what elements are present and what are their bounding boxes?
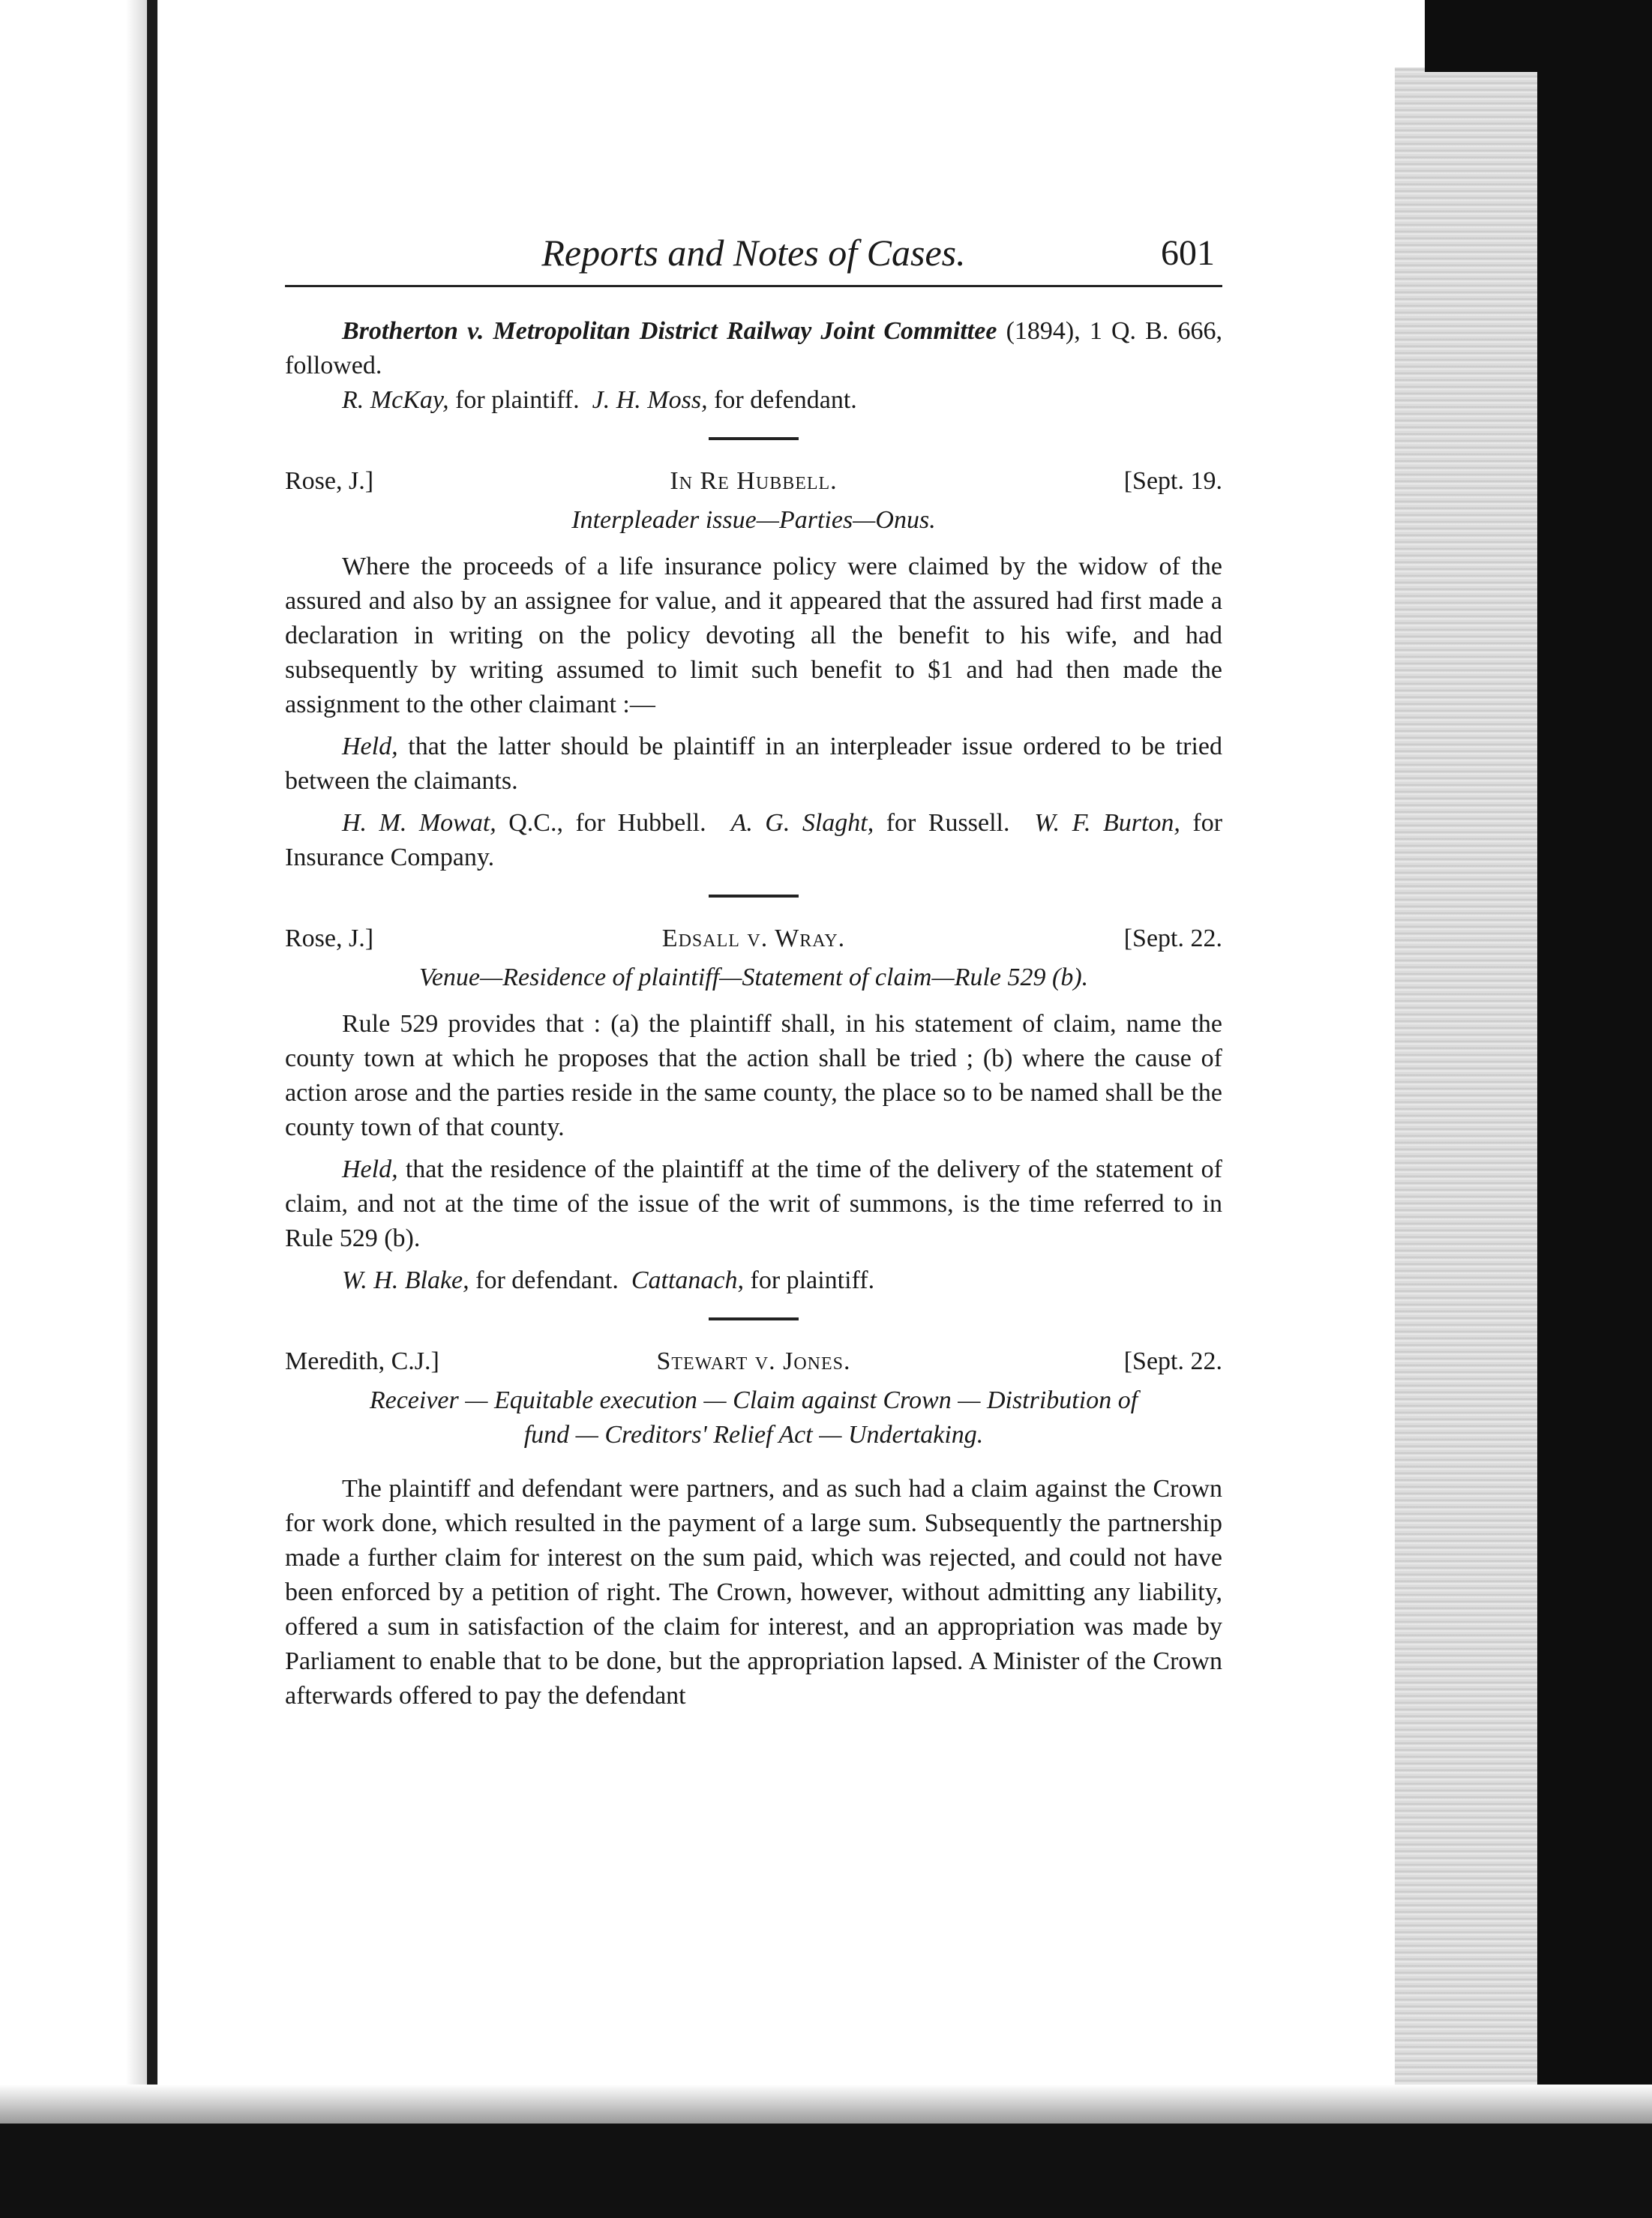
- case-name: Stewart v. Jones.: [656, 1347, 851, 1375]
- case-facts-paragraph: Rule 529 provides that : (a) the plaintiff shall, in his statement of claim, name the county town at which he proposes that the action shall be tried ; (b) where the cause of action arose and the parties reside in the same county, the place so to be named shall be the county town of that county.: [285, 1010, 1222, 1141]
- running-title: Reports and Notes of Cases.: [541, 232, 966, 274]
- case-name: Edsall v. Wray.: [661, 925, 846, 952]
- section-divider: [709, 437, 799, 440]
- case-facts-paragraph: Where the proceeds of a life insurance policy were claimed by the widow of the assured and also by an assignee for value, and it appeared that the assured had first made a declaration in writing on the policy devoting all the benefit to his wife, and had subsequently by writing assumed to limit such benefit to $1 and had then made the assignment to the other claimant :—: [285, 553, 1222, 718]
- prior-case-counsel: R. McKay, for plaintiff. J. H. Moss, for defendant.: [342, 386, 857, 414]
- case-holding-paragraph: Held, that the residence of the plaintiff at the time of the delivery of the statement of claim, and not at the time of the issue of the writ of summons, is the time referred to in Rule 529 (b).: [285, 1155, 1223, 1252]
- section-divider: [709, 895, 799, 898]
- scan-left-shadow: [126, 0, 147, 2218]
- case-catchwords: Interpleader issue—Parties—Onus.: [571, 506, 936, 534]
- case-name: In Re Hubbell.: [670, 467, 838, 495]
- case-catchwords-line-1: Receiver — Equitable execution — Claim against Crown — Distribution of: [369, 1386, 1138, 1414]
- case-date: [Sept. 22.: [1123, 925, 1222, 952]
- scan-right-dark-margin: [1537, 0, 1652, 2218]
- scan-bottom-shadow: [0, 2085, 1652, 2124]
- scan-right-page-edges: [1395, 67, 1537, 2160]
- case-heading: [285, 463, 1222, 500]
- case-catchwords: Venue—Residence of plaintiff—Statement of claim—Rule 529 (b).: [418, 964, 1089, 991]
- case-counsel: W. H. Blake, for defendant. Cattanach, for plaintiff.: [342, 1266, 875, 1294]
- case-counsel: H. M. Mowat, Q.C., for Hubbell. A. G. Slaght, for Russell. W. F. Burton, for Insurance Company.: [285, 809, 1223, 871]
- case-heading: [285, 1343, 1222, 1380]
- page-content: [285, 225, 1222, 1713]
- case-date: [Sept. 22.: [1123, 1347, 1222, 1375]
- case-catchwords-line-2: fund — Creditors' Relief Act — Undertaking.: [523, 1421, 984, 1449]
- case-date: [Sept. 19.: [1123, 467, 1222, 495]
- case-judge: Rose, J.]: [285, 925, 374, 952]
- scan-bottom-dark-margin: [0, 2124, 1652, 2218]
- prior-case-citation: Brotherton v. Metropolitan District Railway Joint Committee (1894), 1 Q. B. 666, followed.: [285, 317, 1222, 379]
- case-judge: Meredith, C.J.]: [285, 1347, 439, 1375]
- case-facts-paragraph: The plaintiff and defendant were partners, and as such had a claim against the Crown for work done, which resulted in the payment of a large sum. Subsequently the partnership made a further claim for interest on the sum paid, which was rejected, and could not have been enforced by a petition of right. The Crown, however, without admitting any liability, offered a sum in satisfaction of the claim for interest, and an appropriation was made by Parliament to enable that to be done, but the appropriation lapsed. A Minister of the Crown afterwards offered to pay the defendant: [285, 1475, 1222, 1710]
- case-holding-paragraph: Held, that the latter should be plaintiff in an interpleader issue ordered to be tried between the claimants.: [285, 733, 1222, 795]
- running-header: [285, 225, 1222, 287]
- case-heading: [285, 920, 1222, 958]
- scan-left-binding-edge: [147, 0, 157, 2218]
- case-judge: Rose, J.]: [285, 467, 374, 495]
- section-divider: [709, 1317, 799, 1320]
- page-number: 601: [1161, 233, 1215, 273]
